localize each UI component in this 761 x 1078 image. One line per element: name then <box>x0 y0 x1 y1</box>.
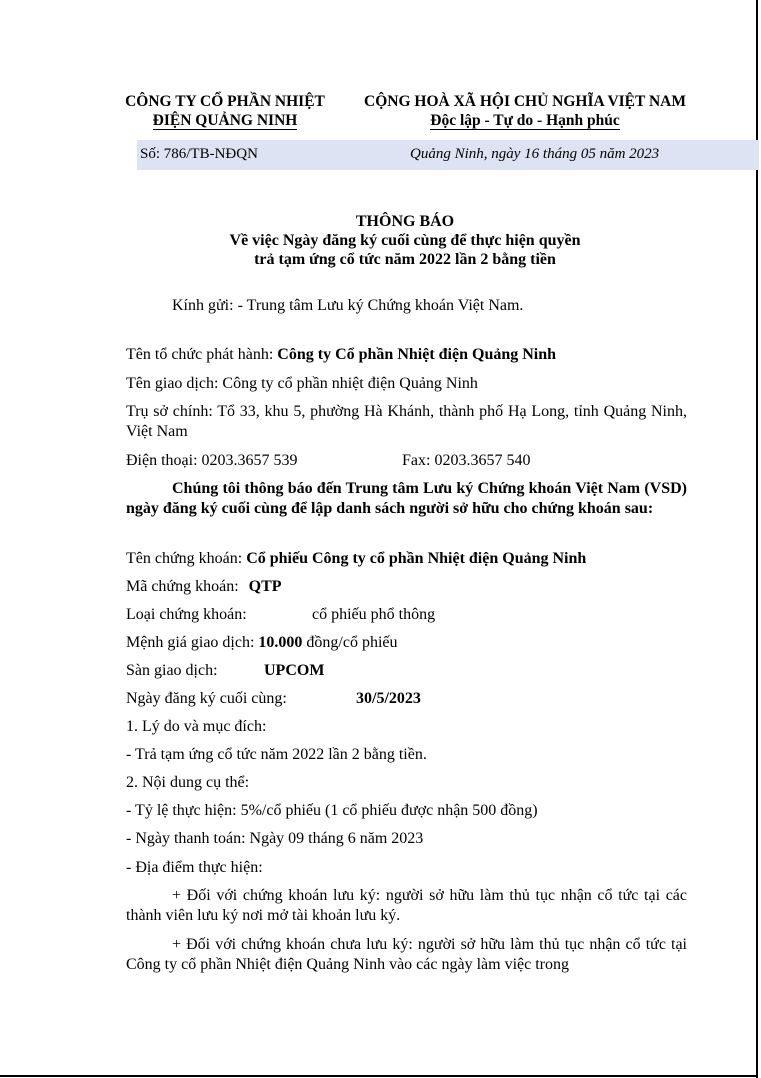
head-office-address: Trụ sở chính: Tổ 33, khu 5, phường Hà Khánh, thành phố Hạ Long, tỉnh Quảng Ninh, Việt Nam <box>126 403 687 440</box>
section1-heading: 1. Lý do và mục đích: <box>126 718 267 735</box>
trade-name: Tên giao dịch: Công ty cổ phần nhiệt điện Quảng Ninh <box>126 375 478 392</box>
fax: Fax: 0203.3657 540 <box>402 452 531 469</box>
exchange-label: Sàn giao dịch: <box>126 662 218 679</box>
security-code-value: QTP <box>248 578 282 595</box>
document-number: Số: 786/TB-NĐQN <box>140 146 258 162</box>
par-value <box>126 633 398 653</box>
title-main: THÔNG BÁO <box>355 213 455 230</box>
issuer-name-label: Tên tổ chức phát hành: <box>126 346 278 363</box>
company-header <box>100 92 350 130</box>
company-name-line1: CÔNG TY CỔ PHẦN NHIỆT <box>125 93 325 110</box>
page-border-bottom <box>0 1075 758 1077</box>
exchange-value: UPCOM <box>264 662 325 679</box>
intro-paragraph: Chúng tôi thông báo đến Trung tâm Lưu ký Chứng khoán Việt Nam (VSD) ngày đăng ký cuối cùng để lập danh sách người sở hữu cho chứng khoán sau: <box>126 480 687 517</box>
issuer-name-value: Công ty Cổ phần Nhiệt điện Quảng Ninh <box>277 346 557 363</box>
national-motto: Độc lập - Tự do - Hạnh phúc <box>430 112 620 129</box>
payment-date: - Ngày thanh toán: Ngày 09 tháng 6 năm 2023 <box>126 830 424 847</box>
title-sub-1: Về việc Ngày đăng ký cuối cùng để thực hiện quyền <box>229 232 581 249</box>
security-name-label: Tên chứng khoán: <box>126 550 247 567</box>
security-name-value: Cổ phiếu Công ty cổ phần Nhiệt điện Quảng Ninh <box>246 550 587 567</box>
security-type-label: Loại chứng khoán: <box>126 606 247 623</box>
place-date: Quảng Ninh, ngày 16 tháng 05 năm 2023 <box>410 146 660 162</box>
deposited-securities: + Đối với chứng khoán lưu ký: người sở hữu làm thủ tục nhận cổ tức tại các thành viên lưu ký nơi mở tài khoản lưu ký. <box>126 887 687 924</box>
title-sub-2: trả tạm ứng cổ tức năm 2022 lần 2 bằng tiền <box>254 251 556 268</box>
par-value-unit: đồng/cổ phiếu <box>302 634 398 651</box>
section1-item: - Trả tạm ứng cổ tức năm 2022 lần 2 bằng tiền. <box>126 746 427 763</box>
undeposited-securities: + Đối với chứng khoán chưa lưu ký: người sở hữu làm thủ tục nhận cổ tức tại Công ty cổ phần Nhiệt điện Quảng Ninh vào các ngày làm việc trong <box>126 936 687 973</box>
security-code-label: Mã chứng khoán: <box>126 578 243 595</box>
security-code <box>126 577 282 597</box>
security-type-value: cổ phiếu phổ thông <box>312 606 436 623</box>
issuer-name <box>126 345 556 365</box>
exercise-rate: - Tỷ lệ thực hiện: 5%/cổ phiếu (1 cổ phiếu được nhận 500 đồng) <box>126 802 538 819</box>
par-value-amount: 10.000 <box>258 634 303 651</box>
record-date-label: Ngày đăng ký cuối cùng: <box>126 690 287 707</box>
section2-heading: 2. Nội dung cụ thể: <box>126 774 250 791</box>
recipient: Kính gửi: - Trung tâm Lưu ký Chứng khoán Việt Nam. <box>172 297 524 314</box>
company-name-line2: ĐIỆN QUẢNG NINH <box>152 112 298 129</box>
national-header <box>340 92 710 130</box>
location-heading: - Địa điểm thực hiện: <box>126 859 263 876</box>
security-name <box>126 549 586 569</box>
record-date-value: 30/5/2023 <box>356 690 421 707</box>
par-value-label: Mệnh giá giao dịch: <box>126 634 259 651</box>
document-title <box>100 212 710 269</box>
phone: Điện thoại: 0203.3657 539 <box>126 452 298 469</box>
national-title: CỘNG HOÀ XÃ HỘI CHỦ NGHĨA VIỆT NAM <box>364 93 686 110</box>
